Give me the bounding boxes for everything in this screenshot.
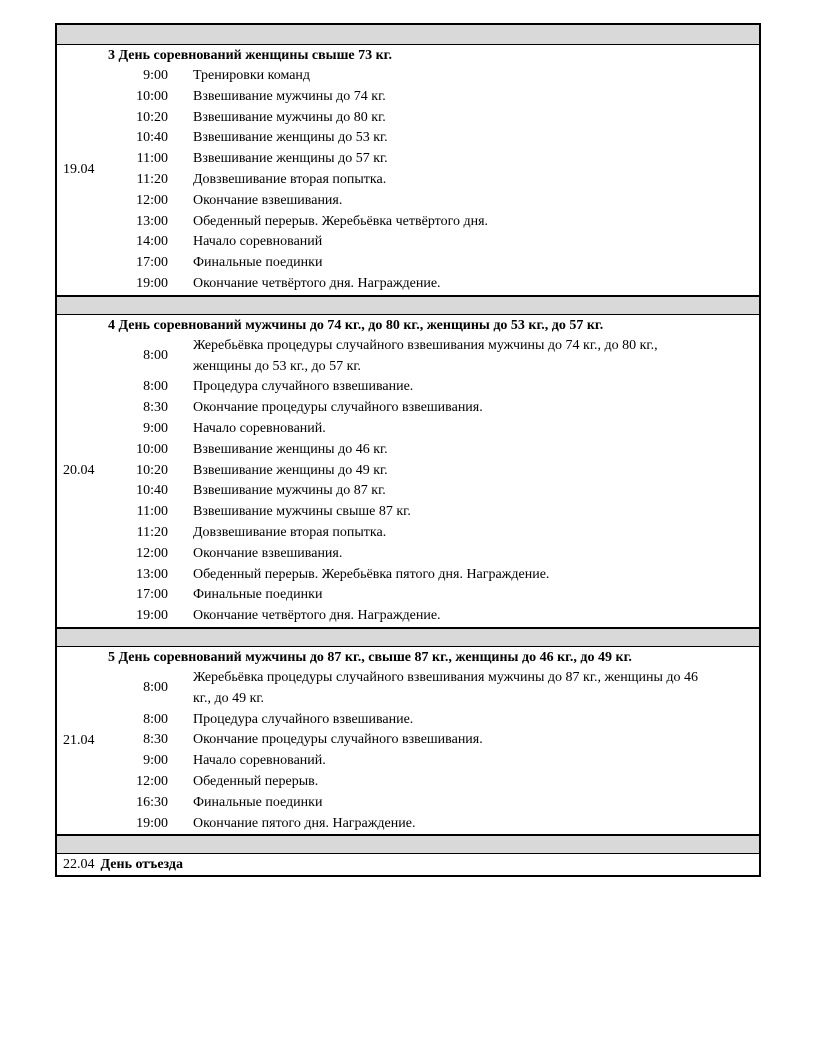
row-text: Взвешивание мужчины свыше 87 кг.	[193, 504, 411, 520]
schedule-row	[57, 212, 759, 233]
row-time: 13:00	[136, 213, 168, 229]
separator-row	[57, 295, 759, 315]
row-text: Взвешивание мужчины до 74 кг.	[193, 88, 386, 104]
row-time: 8:30	[143, 400, 168, 416]
schedule-row	[57, 419, 759, 440]
row-time: 10:20	[136, 462, 168, 478]
row-text: Взвешивание мужчины до 80 кг.	[193, 109, 386, 125]
row-text: Окончание взвешивания.	[193, 192, 343, 208]
row-time: 8:00	[143, 348, 168, 364]
row-text: Начало соревнований	[193, 234, 323, 250]
row-text: Довзвешивание вторая попытка.	[193, 524, 387, 540]
row-time: 14:00	[136, 234, 168, 250]
schedule-row	[57, 128, 759, 149]
row-time: 12:00	[136, 545, 168, 561]
row-text: Процедура случайного взвешивание.	[193, 379, 414, 395]
schedule-row	[57, 730, 759, 751]
schedule-row	[57, 565, 759, 586]
schedule-row	[57, 544, 759, 565]
row-text: Тренировки команд	[193, 68, 311, 83]
schedule-row	[57, 66, 759, 87]
row-text: Взвешивание женщины до 53 кг.	[193, 130, 388, 146]
row-time: 10:00	[136, 88, 168, 104]
row-time: 17:00	[136, 255, 168, 271]
row-time: 11:00	[136, 151, 168, 167]
day-title: 4 День соревнований мужчины до 74 кг., до 80 кг., женщины до 53 кг., до 57 кг.	[108, 317, 604, 333]
schedule-table	[55, 23, 761, 877]
schedule-row	[57, 710, 759, 731]
row-text: Процедура случайного взвешивание.	[193, 711, 414, 727]
row-time: 8:00	[143, 379, 168, 395]
row-time: 16:30	[136, 794, 168, 810]
row-time: 11:20	[136, 524, 168, 540]
schedule-row	[57, 253, 759, 274]
schedule-row	[57, 481, 759, 502]
row-text: Окончание четвёртого дня. Награждение.	[193, 608, 441, 624]
day-date: 19.04	[63, 161, 95, 177]
row-time: 10:00	[136, 441, 168, 457]
row-text: Обеденный перерыв. Жеребьёвка четвёртого дня.	[193, 213, 489, 229]
day-title: 3 День соревнований женщины свыше 73 кг.	[108, 48, 392, 63]
row-text: Жеребьёвка процедуры случайного взвешивания мужчины до 87 кг., женщины до 46 кг., до 49 кг.	[193, 669, 698, 706]
departure-text: День отъезда	[100, 857, 184, 873]
schedule-row	[57, 232, 759, 253]
schedule-row	[57, 274, 759, 295]
row-text: Финальные поединки	[193, 255, 323, 271]
departure-row	[57, 854, 759, 875]
day-block-3	[57, 647, 759, 834]
row-text: Финальные поединки	[193, 587, 323, 603]
row-time: 8:00	[143, 680, 168, 696]
row-time: 12:00	[136, 773, 168, 789]
row-text: Окончание процедуры случайного взвешивания.	[193, 732, 483, 748]
row-text: Окончание процедуры случайного взвешивания.	[193, 400, 483, 416]
row-text: Начало соревнований.	[193, 753, 326, 769]
schedule-row	[57, 336, 759, 378]
separator-row	[57, 25, 759, 45]
row-time: 13:00	[136, 566, 168, 582]
schedule-row	[57, 502, 759, 523]
separator-row	[57, 627, 759, 647]
schedule-row	[57, 772, 759, 793]
day-block-1	[57, 45, 759, 295]
row-time: 9:00	[143, 753, 168, 769]
schedule-row	[57, 751, 759, 772]
schedule-row	[57, 606, 759, 627]
row-time: 8:00	[143, 711, 168, 727]
schedule-row	[57, 377, 759, 398]
row-time: 19:00	[136, 608, 168, 624]
row-text: Окончание пятого дня. Награждение.	[193, 815, 416, 831]
row-text: Жеребьёвка процедуры случайного взвешивания мужчины до 74 кг., до 80 кг., женщины до 53 кг., до 57 кг.	[193, 337, 658, 374]
day-date: 20.04	[63, 462, 95, 478]
schedule-row	[57, 440, 759, 461]
day-block-2	[57, 315, 759, 627]
schedule-row	[57, 108, 759, 129]
departure-date: 22.04	[63, 857, 95, 873]
row-time: 11:20	[136, 171, 168, 187]
schedule-row	[57, 814, 759, 835]
schedule-row	[57, 668, 759, 710]
row-text: Окончание четвёртого дня. Награждение.	[193, 275, 441, 291]
row-time: 17:00	[136, 587, 168, 603]
schedule-row	[57, 191, 759, 212]
row-text: Окончание взвешивания.	[193, 545, 343, 561]
schedule-row	[57, 170, 759, 191]
row-text: Обеденный перерыв.	[193, 773, 319, 789]
row-time: 12:00	[136, 192, 168, 208]
row-text: Взвешивание женщины до 49 кг.	[193, 462, 388, 478]
row-time: 10:20	[136, 109, 168, 125]
schedule-row	[57, 461, 759, 482]
row-time: 9:00	[143, 68, 168, 83]
schedule-row	[57, 793, 759, 814]
row-time: 10:40	[136, 130, 168, 146]
schedule-row	[57, 398, 759, 419]
row-time: 19:00	[136, 275, 168, 291]
row-time: 11:00	[136, 504, 168, 520]
schedule-row	[57, 87, 759, 108]
row-time: 19:00	[136, 815, 168, 831]
row-text: Взвешивание женщины до 46 кг.	[193, 441, 388, 457]
row-text: Взвешивание мужчины до 87 кг.	[193, 483, 386, 499]
schedule-row	[57, 149, 759, 170]
schedule-row	[57, 585, 759, 606]
row-text: Начало соревнований.	[193, 420, 326, 436]
row-time: 8:30	[143, 732, 168, 748]
row-text: Финальные поединки	[193, 794, 323, 810]
row-time: 9:00	[143, 420, 168, 436]
day-title: 5 День соревнований мужчины до 87 кг., свыше 87 кг., женщины до 46 кг., до 49 кг.	[108, 649, 632, 665]
day-date: 21.04	[63, 732, 95, 748]
row-text: Взвешивание женщины до 57 кг.	[193, 151, 388, 167]
row-text: Довзвешивание вторая попытка.	[193, 171, 387, 187]
separator-row	[57, 834, 759, 854]
row-time: 10:40	[136, 483, 168, 499]
row-text: Обеденный перерыв. Жеребьёвка пятого дня. Награждение.	[193, 566, 550, 582]
schedule-row	[57, 523, 759, 544]
